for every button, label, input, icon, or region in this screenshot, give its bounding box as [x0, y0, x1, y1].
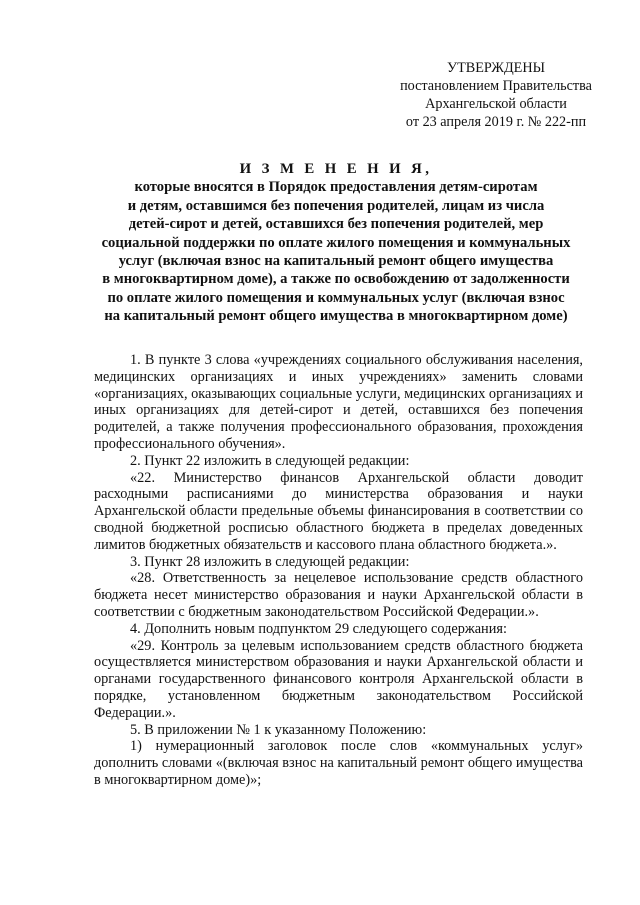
- paragraph-item-3: 3. Пункт 28 изложить в следующей редакции:: [130, 553, 410, 570]
- heading-line: которые вносятся в Порядок предоставления детям-сиротам: [134, 179, 538, 196]
- paragraph-item-5: 5. В приложении № 1 к указанному Положению:: [130, 721, 427, 738]
- heading-title: И З М Е Н Е Н И Я,: [239, 161, 433, 177]
- heading-line: на капитальный ремонт общего имущества в многоквартирном доме): [104, 308, 568, 325]
- heading-line: детей-сирот и детей, оставшихся без попечения родителей, мер: [128, 216, 544, 233]
- paragraph-item-2: 2. Пункт 22 изложить в следующей редакции:: [130, 452, 410, 469]
- paragraph-quote-22: «22. Министерство финансов Архангельской области доводит расходными расписаниями до министерства образования и науки Архангельской области предельные объемы финансирования в соответствии со сводной бюджетной росписью областного бюджета в пределах доведенных лимитов бюджетных обязательств и кассового плана областного бюджета.».: [94, 469, 583, 553]
- heading-line: социальной поддержки по оплате жилого помещения и коммунальных: [101, 234, 571, 251]
- approval-title: УТВЕРЖДЕНЫ: [447, 60, 545, 76]
- paragraph-item-4: 4. Дополнить новым подпунктом 29 следующего содержания:: [130, 620, 507, 637]
- paragraph-quote-29: «29. Контроль за целевым использованием средств областного бюджета осуществляется министерством образования и науки Архангельской области и органами государственного финансового контроля Архангельской области в порядке, установленном бюджетным законодательством Российской Федерации.».: [94, 637, 583, 721]
- paragraph-quote-28: «28. Ответственность за нецелевое использование средств областного бюджета несет министерство образования и науки Архангельской области в соответствии с бюджетным законодательством Российской Федерации.».: [94, 570, 583, 620]
- approval-line: Архангельской области: [425, 96, 567, 112]
- heading-line: и детям, оставшимся без попечения родителей, лицам из числа: [127, 197, 545, 214]
- approval-line: постановлением Правительства: [400, 78, 592, 94]
- heading-line: услуг (включая взнос на капитальный ремонт общего имущества: [118, 253, 554, 270]
- approval-stamp: [376, 59, 616, 131]
- document-body: [94, 352, 583, 789]
- heading-line: по оплате жилого помещения и коммунальных услуг (включая взнос: [107, 289, 565, 306]
- paragraph-item-1: 1. В пункте 3 слова «учреждениях социального обслуживания населения, медицинских организациях и иных учреждениях» заменить словами «организациях, оказывающих социальные услуги, медицинских организациях и иных организациях для детей-сирот и детей, оставшихся без попечения родителей, а также получения профессионального образования, прохождения профессионального обучения».: [94, 352, 583, 452]
- paragraph-subitem-1: 1) нумерационный заголовок после слов «коммунальных услуг» дополнить словами «(включая взнос на капитальный ремонт общего имущества в многоквартирном доме)»;: [94, 738, 583, 788]
- heading-line: в многоквартирном доме), а также по освобождению от задолженности: [102, 271, 570, 288]
- approval-date: от 23 апреля 2019 г. № 222-пп: [405, 114, 587, 130]
- document-heading: [86, 160, 586, 326]
